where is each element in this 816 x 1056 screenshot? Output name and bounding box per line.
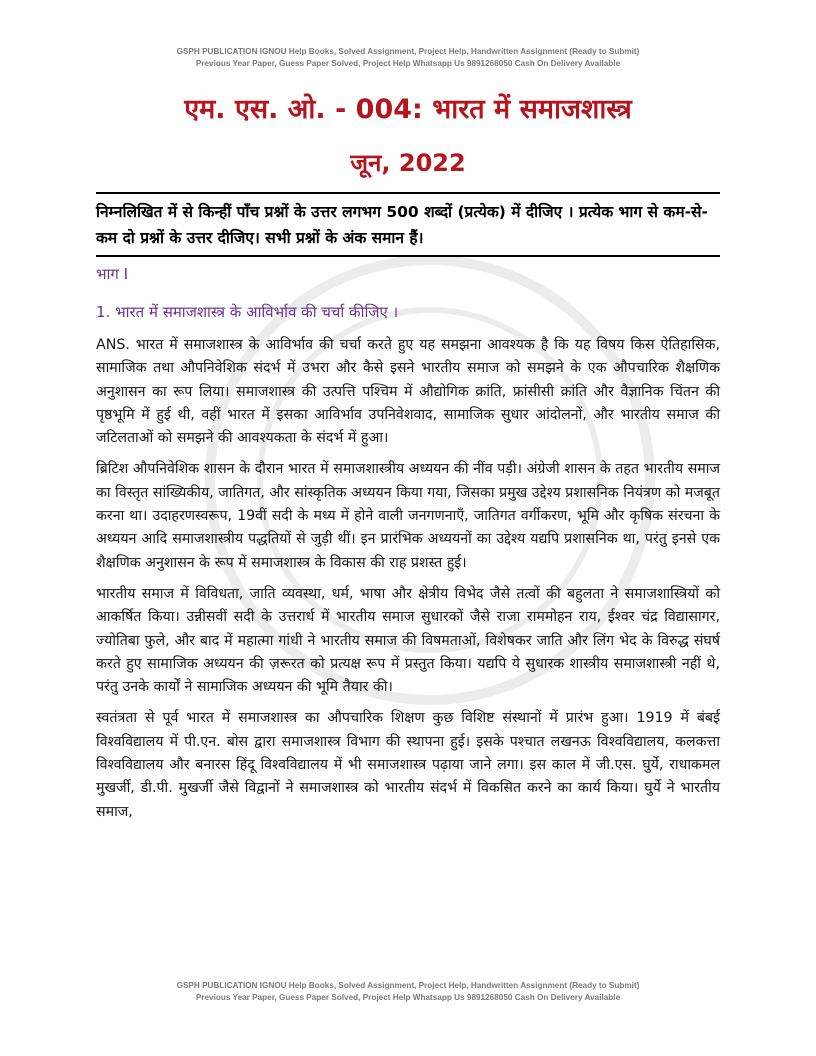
header-line-2: Previous Year Paper, Guess Paper Solved, Project Help Whatsapp Us 9891268050 Cash On Delivery Available [195,59,621,68]
page-footer [0,980,816,1004]
answer-paragraph: स्वतंत्रता से पूर्व भारत में समाजशास्त्र का औपचारिक शिक्षण कुछ विशिष्ट संस्थानों में प्रारंभ हुआ। 1919 में बंबई विश्वविद्यालय में पी.एन. बोस द्वारा समाजशास्त्र विभाग की स्थापना हुई। इसके पश्चात लखनऊ विश्वविद्यालय, कलकत्ता विश्वविद्यालय और बनारस हिंदू विश्वविद्यालय में भी समाजशास्त्र पढ़ाया जाने लगा। इस काल में जी.एस. घुर्ये, राधाकमल मुखर्जी, डी.पी. मुखर्जी जैसे विद्वानों ने समाजशास्त्र को भारतीय संदर्भ में विकसित करने का कार्य किया। घुर्ये ने भारतीय समाज, [96,710,720,820]
exam-instructions: निम्नलिखित में से किन्हीं पाँच प्रश्नों के उत्तर लगभग 500 शब्दों (प्रत्येक) में दीजिए । प्रत्येक भाग से कम-से-कम दो प्रश्नों के उत्तर दीजिए। सभी प्रश्नों के अंक समान हैं। [96,192,720,257]
page-header [0,46,816,70]
question-heading: 1. भारत में समाजशास्त्र के आविर्भाव की चर्चा कीजिए । [96,303,399,321]
answer-paragraph: ANS. भारत में समाजशास्त्र के आविर्भाव की चर्चा करते हुए यह समझना आवश्यक है कि यह विषय किस ऐतिहासिक, सामाजिक तथा औपनिवेशिक संदर्भ में उभरा और कैसे इसने भारतीय समाज को समझने के एक औपचारिक शैक्षणिक अनुशासन का रूप लिया। समाजशास्त्र की उत्पत्ति पश्चिम में औद्योगिक क्रांति, फ्रांसीसी क्रांति और वैज्ञानिक चिंतन की पृष्ठभूमि में हुई थी, वहीं भारत में इसका आविर्भाव उपनिवेशवाद, सामाजिक सुधार आंदोलनों, और भारतीय समाज की जटिलताओं को समझने की आवश्यकता के संदर्भ में हुआ। [96,337,720,447]
section-heading: भाग I [96,265,129,283]
footer-line-1: GSPH PUBLICATION IGNOU Help Books, Solved Assignment, Project Help, Handwritten Assignment (Ready to Submit) [176,981,640,990]
document-subtitle-date: जून, 2022 [350,149,466,177]
document-title: एम. एस. ओ. - 004: भारत में समाजशास्त्र [184,94,632,125]
footer-line-2: Previous Year Paper, Guess Paper Solved, Project Help Whatsapp Us 9891268050 Cash On Delivery Available [195,993,621,1002]
answer-body [96,334,720,832]
answer-paragraph: भारतीय समाज में विविधता, जाति व्यवस्था, धर्म, भाषा और क्षेत्रीय विभेद जैसे तत्वों की बहुलता ने समाजशास्त्रियों को आकर्षित किया। उन्नीसवीं सदी के उत्तरार्ध में भारतीय समाज सुधारकों जैसे राजा राममोहन राय, ईश्वर चंद्र विद्यासागर, ज्योतिबा फुले, और बाद में महात्मा गांधी ने भारतीय समाज की विषमताओं, विशेषकर जाति और लिंग भेद के विरुद्ध संघर्ष करते हुए सामाजिक अध्ययन की ज़रूरत को प्रत्यक्ष रूप में प्रस्तुत किया। यद्यपि ये सुधारक शास्त्रीय समाजशास्त्री नहीं थे, परंतु उनके कार्यों ने सामाजिक अध्ययन की भूमि तैयार की। [96,585,720,696]
answer-paragraph: ब्रिटिश औपनिवेशिक शासन के दौरान भारत में समाजशास्त्रीय अध्ययन की नींव पड़ी। अंग्रेजी शासन के तहत भारतीय समाज का विस्तृत सांख्यिकीय, जातिगत, और सांस्कृतिक अध्ययन किया गया, जिसका प्रमुख उद्देश्य प्रशासनिक नियंत्रण को मजबूत करना था। उदाहरणस्वरूप, 19वीं सदी के मध्य में होने वाली जनगणनाएँ, जातिगत वर्गीकरण, भूमि और कृषिक संरचना के अध्ययन आदि समाजशास्त्रीय पद्धतियों से जुड़ी थीं। इन प्रारंभिक अध्ययनों का उद्देश्य यद्यपि प्रशासनिक था, परंतु इनसे एक शैक्षणिक अनुशासन के रूप में समाजशास्त्र के विकास की राह प्रशस्त हुई। [96,461,720,571]
header-line-1: GSPH PUBLICATION IGNOU Help Books, Solved Assignment, Project Help, Handwritten Assignment (Ready to Submit) [176,47,640,56]
